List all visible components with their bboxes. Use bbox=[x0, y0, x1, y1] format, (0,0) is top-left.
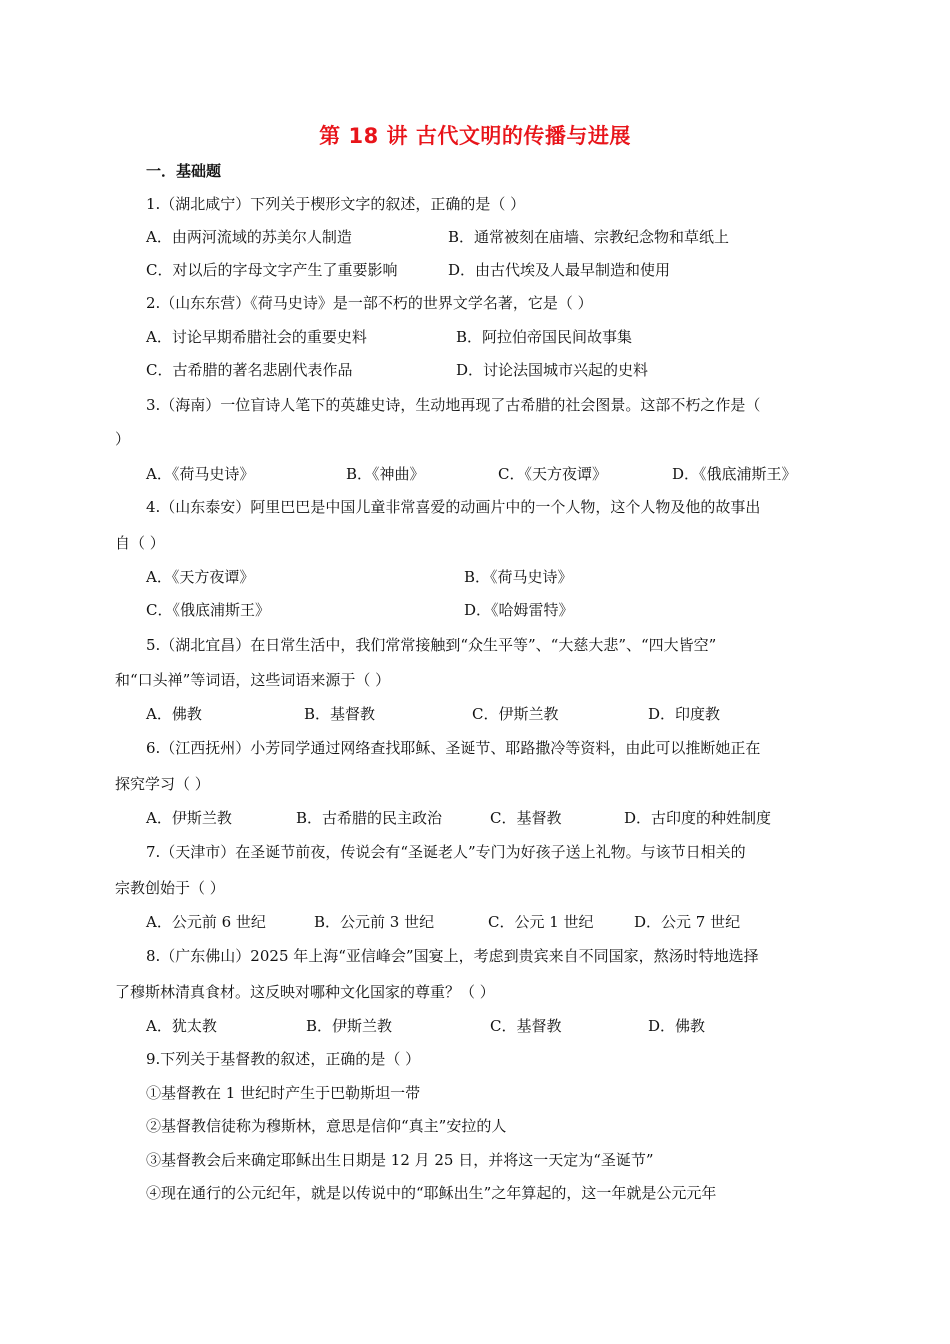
question-6-option-b: B．古希腊的民主政治 bbox=[296, 809, 443, 827]
question-1-option-c: C．对以后的字母文字产生了重要影响 bbox=[146, 261, 398, 279]
question-7-option-b: B．公元前 3 世纪 bbox=[314, 913, 435, 931]
question-3-stem: 3.（海南）一位盲诗人笔下的英雄史诗，生动地再现了古希腊的社会图景。这部不朽之作是（ bbox=[146, 396, 761, 414]
question-1-stem: 1.（湖北咸宁）下列关于楔形文字的叙述，正确的是（ ） bbox=[146, 195, 526, 213]
question-9-statement-3: ③基督教会后来确定耶稣出生日期是 12 月 25 日，并将这一天定为“圣诞节” bbox=[146, 1151, 654, 1169]
question-4-option-c: C．《俄底浦斯王》 bbox=[146, 601, 270, 619]
question-5-stem: 5.（湖北宜昌）在日常生活中，我们常常接触到“众生平等”、“大慈大悲”、“四大皆空” bbox=[146, 636, 717, 654]
question-1-option-a: A．由两河流域的苏美尔人制造 bbox=[146, 228, 352, 246]
question-5-option-b: B．基督教 bbox=[304, 705, 376, 723]
question-2-option-d: D．讨论法国城市兴起的史料 bbox=[456, 361, 649, 379]
question-5-option-d: D．印度教 bbox=[648, 705, 721, 723]
question-2-option-b: B．阿拉伯帝国民间故事集 bbox=[456, 328, 633, 346]
question-4-stem-cont: 自（ ） bbox=[115, 534, 165, 552]
question-8-option-c: C．基督教 bbox=[490, 1017, 562, 1035]
question-8-option-d: D．佛教 bbox=[648, 1017, 706, 1035]
question-6-option-c: C．基督教 bbox=[490, 809, 562, 827]
question-1-option-d: D．由古代埃及人最早制造和使用 bbox=[448, 261, 671, 279]
question-4-option-b: B．《荷马史诗》 bbox=[464, 568, 573, 586]
question-4-option-d: D．《哈姆雷特》 bbox=[464, 601, 574, 619]
question-4-option-a: A．《天方夜谭》 bbox=[146, 568, 255, 586]
question-8-option-b: B．伊斯兰教 bbox=[306, 1017, 393, 1035]
question-6-stem: 6.（江西抚州）小芳同学通过网络查找耶稣、圣诞节、耶路撒冷等资料，由此可以推断她正在 bbox=[146, 739, 761, 757]
question-2-option-c: C．古希腊的著名悲剧代表作品 bbox=[146, 361, 353, 379]
question-9-statement-2: ②基督教信徒称为穆斯林，意思是信仰“真主”安拉的人 bbox=[146, 1117, 507, 1135]
question-9-statement-1: ①基督教在 1 世纪时产生于巴勒斯坦一带 bbox=[146, 1084, 421, 1102]
question-6-option-a: A．伊斯兰教 bbox=[146, 809, 232, 827]
question-9-stem: 9.下列关于基督教的叙述，正确的是（ ） bbox=[146, 1050, 421, 1068]
question-2-option-a: A．讨论早期希腊社会的重要史料 bbox=[146, 328, 367, 346]
question-5-stem-cont: 和“口头禅”等词语，这些词语来源于（ ） bbox=[115, 671, 391, 689]
question-8-stem-cont: 了穆斯林清真食材。这反映对哪种文化国家的尊重？（ ） bbox=[115, 983, 495, 1001]
question-7-stem-cont: 宗教创始于（ ） bbox=[115, 879, 225, 897]
question-8-option-a: A．犹太教 bbox=[146, 1017, 217, 1035]
page-title: 第 18 讲 古代文明的传播与进展 bbox=[319, 124, 631, 148]
question-5-option-c: C．伊斯兰教 bbox=[472, 705, 559, 723]
question-6-option-d: D．古印度的种姓制度 bbox=[624, 809, 772, 827]
question-1-option-b: B．通常被刻在庙墙、宗教纪念物和草纸上 bbox=[448, 228, 730, 246]
question-3-stem-cont: ） bbox=[115, 430, 131, 448]
question-7-option-d: D．公元 7 世纪 bbox=[634, 913, 741, 931]
question-6-stem-cont: 探究学习（ ） bbox=[115, 775, 210, 793]
question-3-option-a: A．《荷马史诗》 bbox=[146, 465, 255, 483]
question-3-option-d: D．《俄底浦斯王》 bbox=[672, 465, 797, 483]
question-5-option-a: A．佛教 bbox=[146, 705, 202, 723]
question-7-stem: 7.（天津市）在圣诞节前夜，传说会有“圣诞老人”专门为好孩子送上礼物。与该节日相关的 bbox=[146, 843, 746, 861]
question-7-option-a: A．公元前 6 世纪 bbox=[146, 913, 266, 931]
question-2-stem: 2.（山东东营）《荷马史诗》是一部不朽的世界文学名著，它是（ ） bbox=[146, 294, 593, 312]
question-4-stem: 4.（山东泰安）阿里巴巴是中国儿童非常喜爱的动画片中的一个人物，这个人物及他的故事出 bbox=[146, 498, 761, 516]
section-heading: 一．基础题 bbox=[146, 162, 222, 180]
question-9-statement-4: ④现在通行的公元纪年，就是以传说中的“耶稣出生”之年算起的，这一年就是公元元年 bbox=[146, 1184, 717, 1202]
question-7-option-c: C．公元 1 世纪 bbox=[488, 913, 594, 931]
question-3-option-c: C．《天方夜谭》 bbox=[498, 465, 607, 483]
question-3-option-b: B．《神曲》 bbox=[346, 465, 425, 483]
question-8-stem: 8.（广东佛山）2025 年上海“亚信峰会”国宴上，考虑到贵宾来自不同国家，熬汤时特地选择 bbox=[146, 947, 759, 965]
